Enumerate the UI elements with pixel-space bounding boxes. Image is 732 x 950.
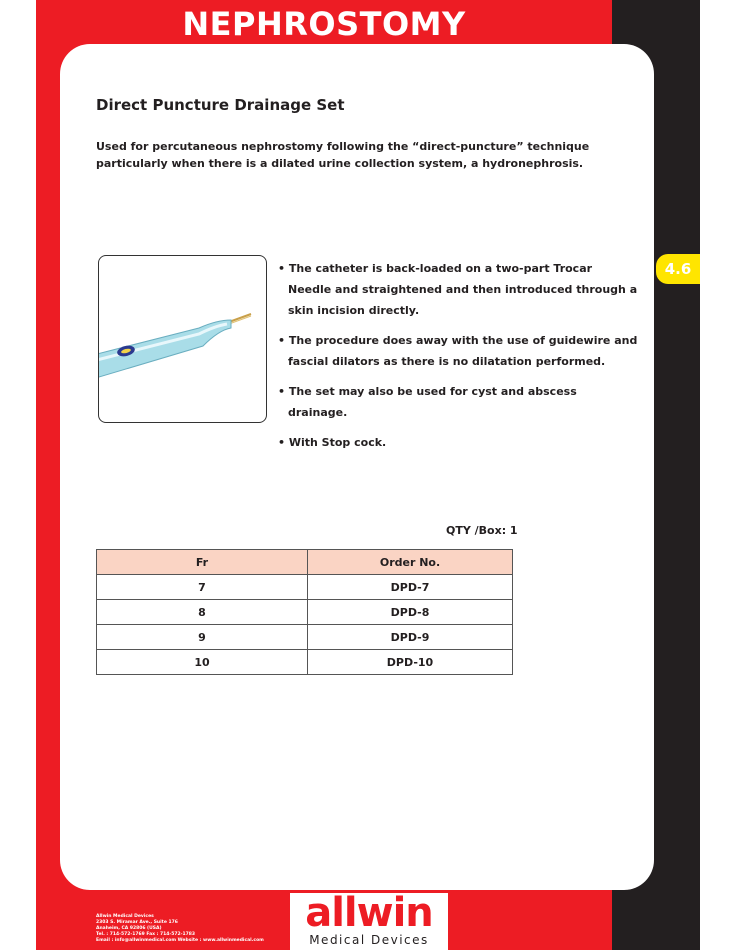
- footer-address-line: Anaheim, CA 92806 (USA): [96, 926, 162, 931]
- feature-item: • The set may also be used for cyst and abscess drainage.: [278, 385, 577, 419]
- cell-fr: 9: [97, 625, 308, 650]
- footer-phone: Tel. : 714-572-1769 Fax : 714-572-1783: [96, 932, 196, 937]
- table-row: [97, 650, 513, 675]
- table-row: [97, 575, 513, 600]
- column-header-order-no: Order No.: [308, 550, 513, 575]
- product-description: Used for percutaneous nephrostomy following the “direct-puncture” technique particularly when there is a dilated urine collection system, a hydronephrosis.: [96, 140, 590, 170]
- feature-item: • The procedure does away with the use of guidewire and fascial dilators as there is no dilatation performed.: [278, 334, 638, 368]
- cell-fr: 8: [97, 600, 308, 625]
- column-header-fr: Fr: [97, 550, 308, 575]
- table-row: [97, 625, 513, 650]
- feature-list: [278, 258, 638, 462]
- footer-contact: [96, 914, 296, 944]
- qty-per-box: QTY /Box: 1: [446, 524, 518, 537]
- logo-wordmark: allwin: [305, 890, 433, 936]
- feature-item: • With Stop cock.: [278, 436, 387, 449]
- cell-fr: 7: [97, 575, 308, 600]
- cell-order-no: DPD-10: [308, 650, 513, 675]
- footer-email-website: Email : info@allwinmedical.com Website : www.allwinmedical.com: [96, 938, 264, 943]
- table-row: [97, 600, 513, 625]
- product-title: Direct Puncture Drainage Set: [96, 96, 345, 114]
- allwin-logo: [290, 890, 448, 950]
- cell-order-no: DPD-9: [308, 625, 513, 650]
- order-table: [96, 549, 513, 675]
- feature-item: • The catheter is back-loaded on a two-part Trocar Needle and straightened and then introduced through a skin incision directly.: [278, 262, 638, 317]
- section-tab: 4.6: [656, 254, 700, 284]
- cell-order-no: DPD-8: [308, 600, 513, 625]
- page-title: NEPHROSTOMY: [182, 5, 466, 43]
- catheter-illustration: [99, 256, 266, 422]
- cell-order-no: DPD-7: [308, 575, 513, 600]
- footer-address-line: 2303 S. Miramar Ave., Suite 176: [96, 920, 178, 925]
- product-image: [98, 255, 267, 423]
- cell-fr: 10: [97, 650, 308, 675]
- table-header-row: [97, 550, 513, 575]
- footer-company: Allwin Medical Devices: [96, 914, 154, 919]
- logo-tagline: Medical Devices: [309, 933, 429, 947]
